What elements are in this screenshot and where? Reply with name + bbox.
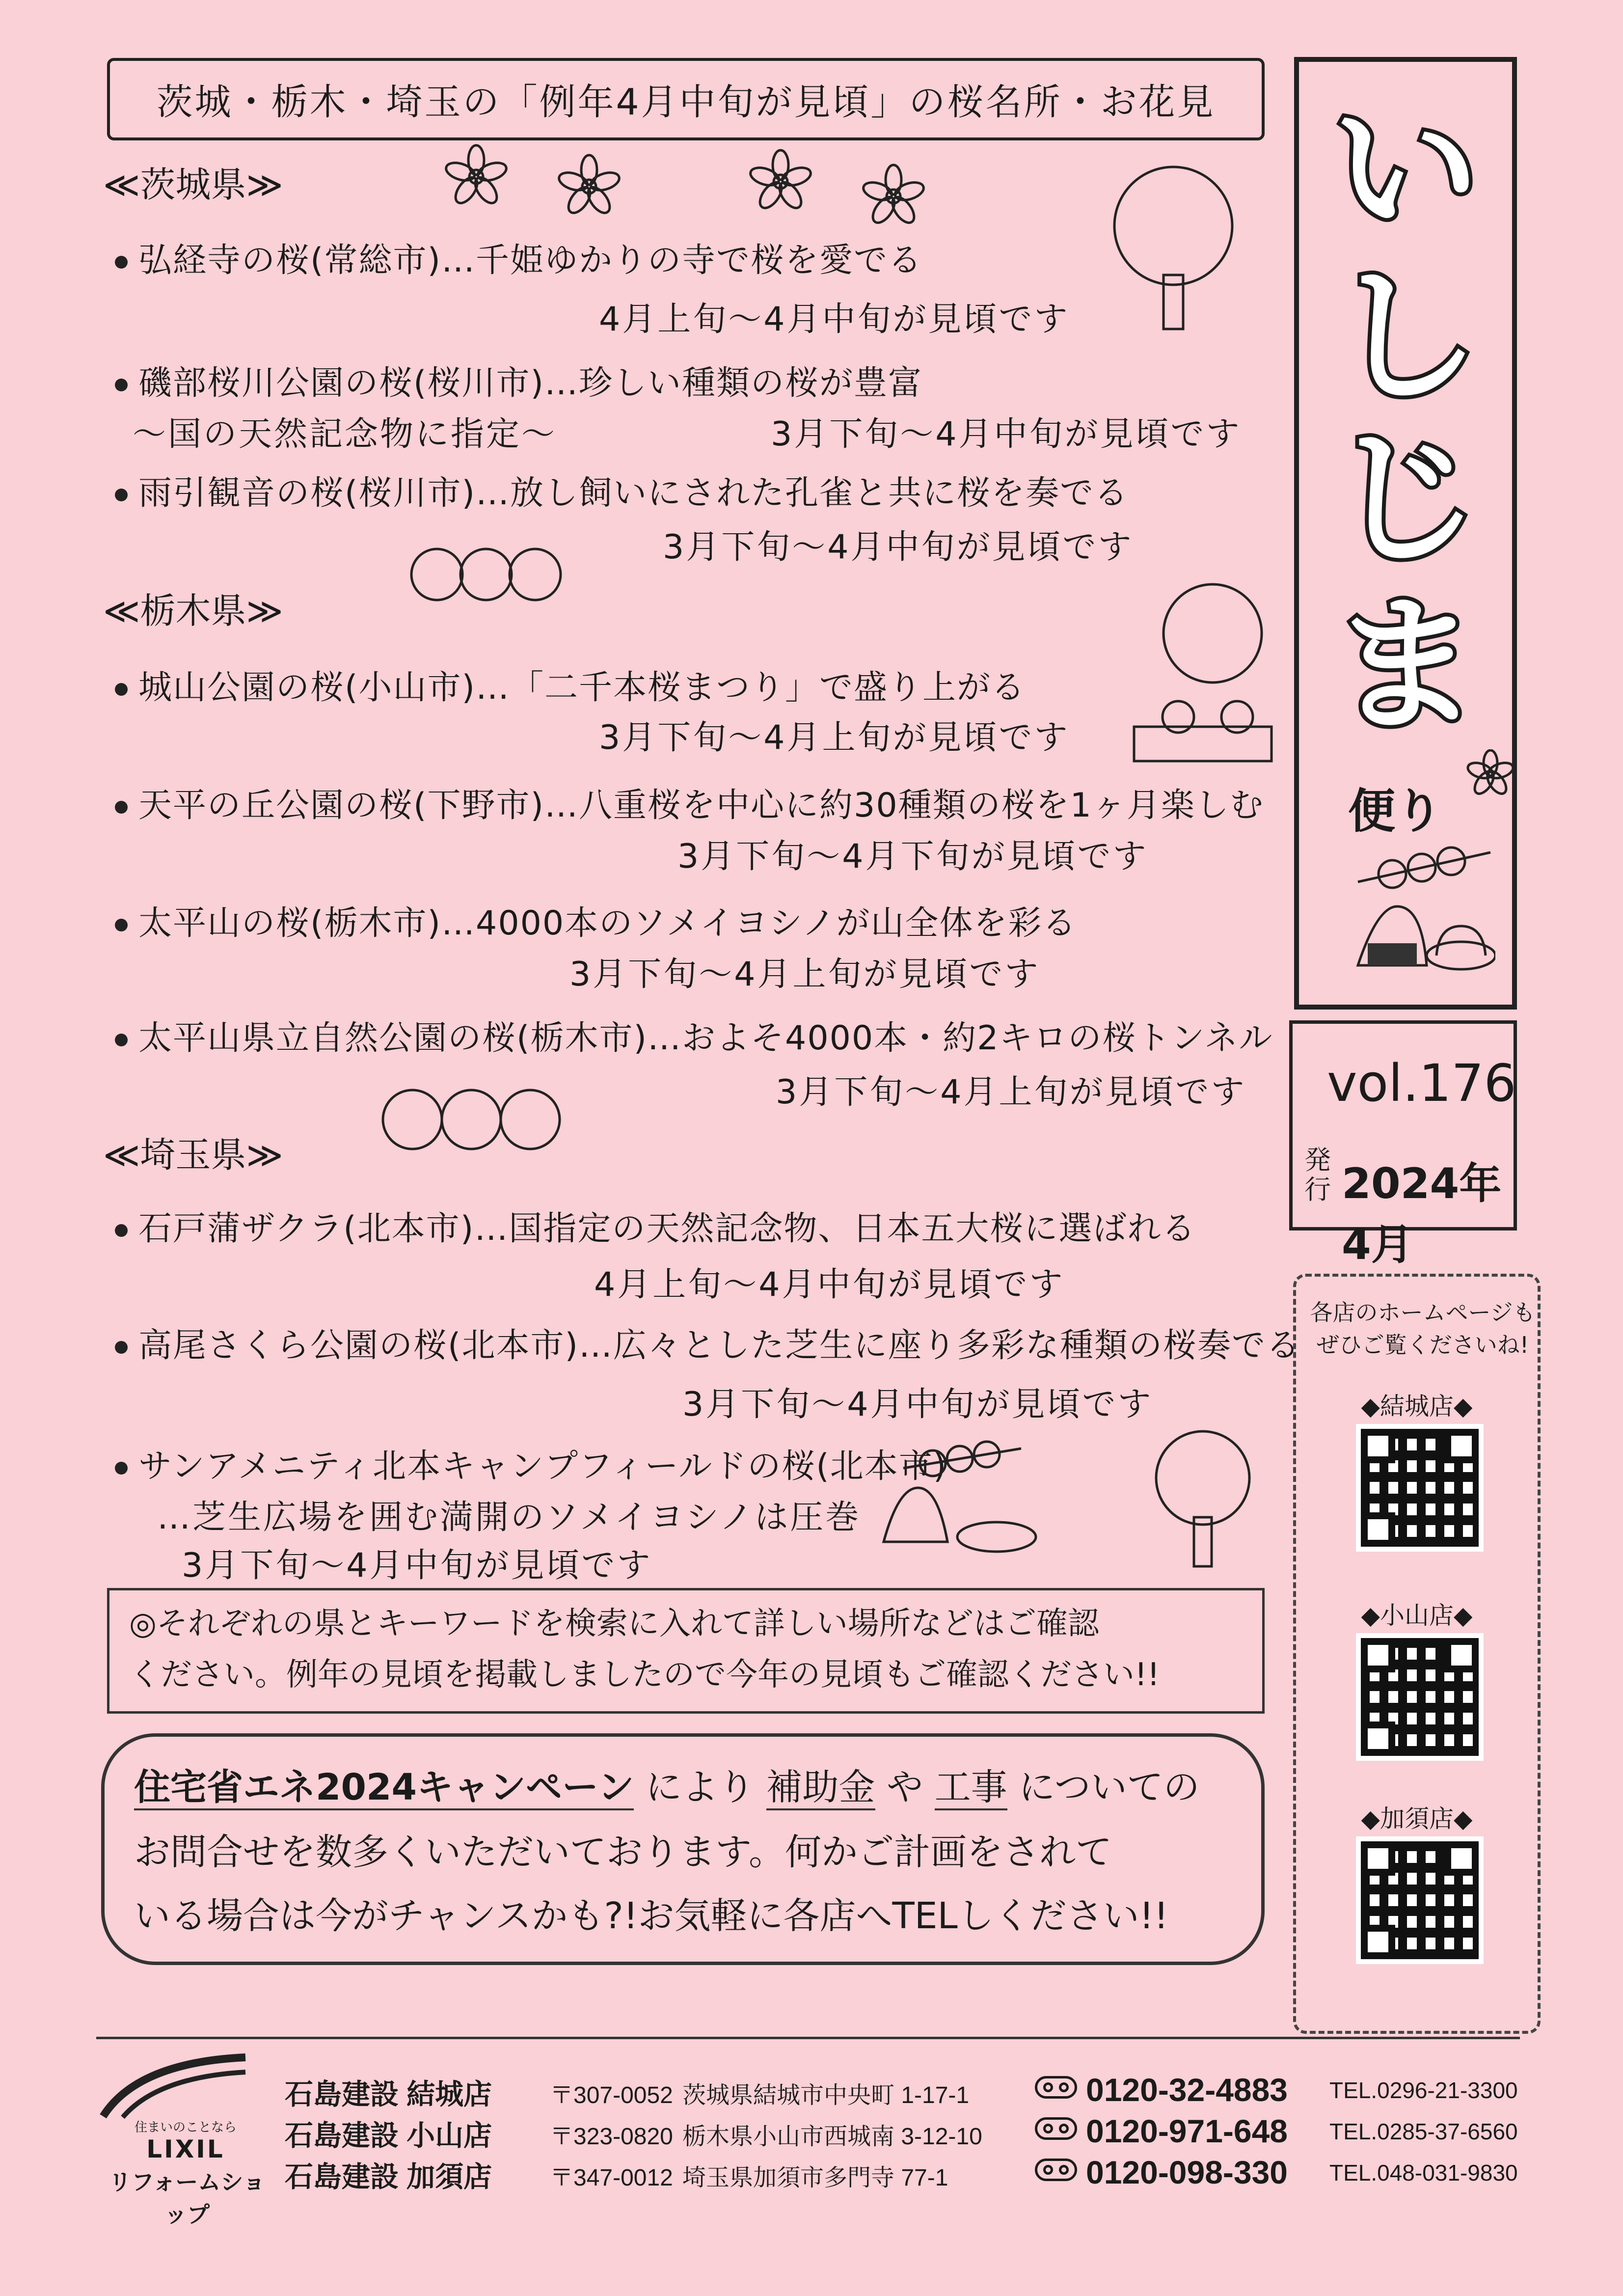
bullet	[115, 256, 128, 269]
qr-label-kazo: ◆加須店◆	[1361, 1804, 1473, 1833]
qr-code-oyama[interactable]	[1356, 1633, 1484, 1761]
branch-tel[interactable]: TEL.0296-21-3300	[1329, 2077, 1518, 2103]
branch-name: 石島建設 加須店	[285, 2161, 492, 2193]
prefecture-heading: ≪埼玉県≫	[103, 1134, 283, 1175]
free-dial-icon	[1035, 2076, 1077, 2099]
qr-code-kazo[interactable]	[1356, 1836, 1484, 1964]
spot-title-text: 磯部桜川公園の桜(桜川市)…珍しい種類の桜が豊富	[138, 364, 923, 403]
note-box	[107, 1588, 1265, 1714]
spot-note: …芝生広場を囲む満開のソメイヨシノは圧巻	[157, 1498, 861, 1537]
promo-text: についての	[1019, 1766, 1200, 1808]
spot-title	[115, 1319, 1300, 1367]
branch-address: 栃木県小山市西城南 3-12-10	[682, 2124, 982, 2150]
branch-free-dial[interactable]: 0120-971-648	[1086, 2113, 1288, 2149]
masthead-box	[1294, 57, 1517, 1010]
bullet	[115, 489, 128, 501]
bullet	[115, 1034, 128, 1046]
footer-divider	[96, 2037, 1520, 2039]
masthead-char: ま	[1332, 580, 1479, 751]
cherry-tree-row-icon	[373, 1085, 569, 1174]
qr-note: 各店のホームページもぜひご覧くださいね!	[1310, 1299, 1536, 1358]
spot-title-text: 高尾さくら公園の桜(北本市)…広々とした芝生に座り多彩な種類の桜奏でる	[138, 1326, 1301, 1365]
masthead-char: じ	[1332, 413, 1479, 584]
bullet	[115, 801, 128, 814]
picnic-tree-icon	[1124, 579, 1281, 766]
bullet	[115, 683, 128, 696]
branch-postal: 〒323-0820	[550, 2124, 673, 2150]
spot-period: 3月下旬～4月中旬が見頃です	[682, 1385, 1153, 1424]
spot-period: 3月下旬～4月中旬が見頃です	[663, 528, 1134, 567]
cherry-tree-icon	[1080, 152, 1267, 339]
branch-free-dial[interactable]: 0120-32-4883	[1086, 2072, 1288, 2108]
promo-box	[101, 1733, 1265, 1965]
branch-tel[interactable]: TEL.0285-37-6560	[1329, 2119, 1518, 2144]
bullet	[115, 919, 128, 931]
spot-title-text: 城山公園の桜(小山市)…「二千本桜まつり」で盛り上がる	[138, 668, 1026, 707]
masthead-char: い	[1332, 84, 1479, 255]
logo-brand: LIXIL	[146, 2135, 225, 2163]
spot-title	[115, 1440, 947, 1487]
qr-panel	[1293, 1274, 1541, 2034]
bullet	[115, 1224, 128, 1237]
cherry-tree-row-icon	[407, 545, 565, 619]
spot-period: 3月下旬～4月上旬が見頃です	[776, 1073, 1246, 1112]
spot-title	[115, 234, 922, 281]
onigiri-teacup-icon	[1348, 887, 1495, 985]
issued-label: 発行	[1304, 1145, 1331, 1205]
spot-period: 4月上旬～4月中旬が見頃です	[594, 1265, 1065, 1304]
spot-period: 3月下旬～4月上旬が見頃です	[599, 718, 1070, 757]
spot-title	[115, 466, 1129, 514]
spot-title	[115, 661, 1026, 709]
bullet	[115, 1462, 128, 1475]
spot-period: 3月下旬～4月上旬が見頃です	[569, 955, 1040, 994]
dango-onigiri-icon	[874, 1434, 1051, 1561]
spot-title	[115, 897, 1077, 944]
spot-title-text: 雨引観音の桜(桜川市)…放し飼いにされた孔雀と共に桜を奏でる	[138, 474, 1129, 513]
bullet	[115, 379, 128, 391]
spot-title-text: 太平山の桜(栃木市)…4000本のソメイヨシノが山全体を彩る	[138, 904, 1077, 943]
sakura-flower-icon	[1466, 749, 1515, 798]
spot-period: 3月下旬～4月中旬が見頃です	[771, 415, 1242, 454]
spot-title	[115, 1011, 1273, 1059]
spot-title	[115, 1202, 1196, 1250]
promo-line-3: いる場合は今がチャンスかも?!お気軽に各店へTELしください!!	[134, 1895, 1169, 1937]
promo-line-1	[134, 1758, 1200, 1810]
issued-date: 2024年4月	[1342, 1159, 1502, 1269]
branch-name: 石島建設 結城店	[285, 2078, 492, 2110]
branch-address: 埼玉県加須市多門寺 77-1	[682, 2165, 948, 2191]
branch-address: 茨城県結城市中央町 1-17-1	[682, 2082, 970, 2108]
spot-title-text: 太平山県立自然公園の桜(栃木市)…およそ4000本・約2キロの桜トンネル	[138, 1019, 1273, 1058]
volume-box	[1289, 1020, 1517, 1269]
lixil-swoosh-icon	[93, 2052, 255, 2121]
branch-tel[interactable]: TEL.048-031-9830	[1329, 2160, 1518, 2186]
promo-text: により	[646, 1766, 755, 1808]
promo-highlight: 工事	[935, 1766, 1007, 1810]
free-dial-icon	[1035, 2117, 1077, 2140]
sakura-flower-icon	[442, 142, 933, 231]
volume-number: vol.176	[1327, 1053, 1516, 1113]
branch-postal: 〒347-0012	[550, 2165, 673, 2191]
spot-title	[115, 779, 1264, 826]
bullet	[115, 1341, 128, 1354]
headline-box	[107, 58, 1265, 140]
promo-highlight: 補助金	[766, 1766, 875, 1810]
promo-line-2: お問合せを数多くいただいております。何かご計画をされて	[134, 1831, 1112, 1873]
spot-note: ～国の天然記念物に指定～	[133, 415, 557, 454]
spot-period: 4月上旬～4月中旬が見頃です	[599, 300, 1070, 339]
spot-title	[115, 356, 922, 404]
spot-title-text: 石戸蒲ザクラ(北本市)…国指定の天然記念物、日本五大桜に選ばれる	[138, 1209, 1196, 1248]
masthead-subtitle: 便り	[1348, 784, 1442, 839]
branch-free-dial[interactable]: 0120-098-330	[1086, 2154, 1288, 2190]
spot-title-text: サンアメニティ北本キャンプフィールドの桜(北本市)	[138, 1447, 947, 1486]
campaign-name: 住宅省エネ2024キャンペーン	[134, 1766, 634, 1810]
logo-tagline: 住まいのことなら	[134, 2120, 237, 2135]
qr-label-yuki: ◆結城店◆	[1361, 1392, 1473, 1421]
free-dial-icon	[1035, 2159, 1077, 2181]
spot-period: 3月下旬～4月下旬が見頃です	[677, 837, 1148, 876]
cherry-tree-icon	[1129, 1424, 1276, 1571]
branch-name: 石島建設 小山店	[285, 2120, 492, 2152]
spot-period: 3月下旬～4月中旬が見頃です	[182, 1546, 652, 1585]
logo-shop-name: リフォームショップ	[108, 2169, 266, 2228]
headline: 茨城・栃木・埼玉の「例年4月中旬が見頃」の桜名所・お花見	[156, 81, 1216, 123]
branch-postal: 〒307-0052	[550, 2082, 673, 2108]
spot-title-text: 天平の丘公園の桜(下野市)…八重桜を中心に約30種類の桜を1ヶ月楽しむ	[138, 786, 1264, 825]
promo-text: や	[887, 1766, 923, 1808]
qr-label-oyama: ◆小山店◆	[1361, 1601, 1473, 1630]
note-line: ください。例年の見頃を掲載しましたので今年の見頃もご確認ください!!	[129, 1657, 1160, 1693]
qr-code-yuki[interactable]	[1356, 1424, 1484, 1552]
prefecture-heading: ≪栃木県≫	[103, 590, 283, 631]
prefecture-heading: ≪茨城県≫	[103, 164, 283, 205]
masthead-char: し	[1332, 251, 1479, 422]
note-line: ◎それぞれの県とキーワードを検索に入れて詳しい場所などはご確認	[129, 1606, 1099, 1642]
spot-title-text: 弘経寺の桜(常総市)…千姫ゆかりの寺で桜を愛でる	[138, 241, 923, 280]
